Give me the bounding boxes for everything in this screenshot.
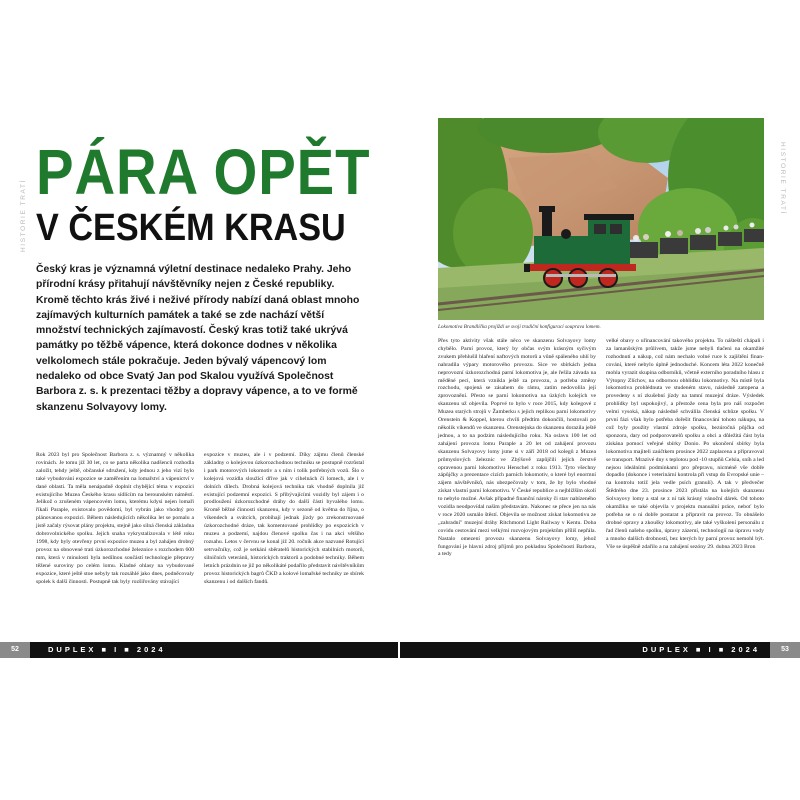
- headline-line-2: V ČESKÉM KRASU: [36, 207, 346, 249]
- section-label-right: HISTORIE TRATÍ: [779, 142, 786, 215]
- footer-bar-left: [0, 642, 398, 658]
- body-column-4: velké obavy o uřinancování takového projektu. To nášteští chápali i za lamanšským průlivem, takže jsme nebyli tlačeni na okamžité rozhodnutí a nákup, což nám nechalo volné ruce k zajištění financování, které nebylo úplně jednoduché. Koncem léta 2022 konečně mohla vyrazit skupina odborníků, včetně externího poradního hlasu z Výtopny Zlíchov, na odbornou obhlídku lokomotivy. Na místě byla lokomotiva prohlédnuta ve studeném stavu, následně zatopena a provedeny s ní zkušební jízdy na tamní muzejní dráze. Výsledek prohlídky byl uspokojivý, a přestože cena byla pro náš rozpočet velmi vysoká, nákup následně schválila členská schůze spolku. V první fázi však bylo potřeba dořešit financování tohoto nákupu, na což byly použity vlastní zdroje spolku, bezúročná půjčka od sponzora, dary od podporovatelů spolku a obci a důležitá část byla získána pomocí veřejné sbírky Donio. Po ukončení sbírky byla lokomotiva majiteli zaúčtkem prosince 2022 zaplacena a připravoval se transport. Mrazivé dny s teplotou pod -10 stupňů Celsia, sníh a led nejsou ideálními podmínkami pro přepravu, nicméně vše dobře dopadlo (dokonce i veterinární kontrola při vstup do Evropské unie – na kontrolu totiž jela vedle psích granulí). A tak v předvečer Štědrého dne 23. prosince 2023 přistála na kolejích skanzenu Solvayovy lomy a stal se z ní tak krásný vánoční dárek. Od tohoto okamžiku se také objevila v projektu manuální práce, neboť bylo potřeba se o ni dobře postarat a připravit na provoz. To obnášelo drobné opravy a zkoušky lokomotivy, ale také vyškolení personálu z řad členů našeho spolku, úpravy zázemí, technologií na úpravu vody a mnoho dalších drobností, bez kterých by parní provoz nemohl být. Vše se úspěšně zdařilo a na zahájení sezóny 29. dubna 2023 Bron: [606, 338, 764, 550]
- locomotive-photo: [438, 118, 764, 320]
- page-number-right: 53: [770, 642, 800, 658]
- photo-caption: Lokomotiva Brandlička projíždí se svojí tradiční konfigurací souprava lomem.: [438, 324, 601, 330]
- body-column-1: Rok 2023 byl pro Společnost Barbora z. s. významný v několika rovinách. Je tomu již 30 let, co se parta několika nadšenců rozhodla založit, tehdy ještě, občanské sdružení, kdy jednou z jeho vizí bylo také vybudování expozice se zaměřením na lomařství a vápenictví v dané oblasti. Ta měla nenápadně doplnit chybějící téma v expozici existujícího Muzea Českého krasu sídlícím na berounském náměstí. Jelikož o zrušeném vápencovém lomu, kterému kdysi nejen lomaři říkali Paraple, existovalo povědomí, byl vybrán jako vhodný pro plánovanou expozici. Během následujících několika let se pomalu a jistě začaly rýsovat plány projektu, stejně jako silná členská základna dobrovolnického spolku. Jejich snaha vykrystalizovala v létě roku 1998, kdy byly otevřeny první expozice muzea a byl zahájen drobný provoz na obnovené trati úzkorozchodné železnice s rozchodem 600 mm, která v minulosti byla nedílnou součástí technologie přepravy těžené suroviny po celém lomu. Kladné ohlasy na vybudované expozice, které ještě stoe nebyly tak rozsáhlé jako dnes, podněcovaly spolek k další činnosti. Postupně tak byly rozšiřovány stávající: [36, 452, 194, 585]
- footer-bar-right: [400, 642, 800, 658]
- body-column-3: Přes tyto aktivity však stále něco ve skanzenu Solvayovy lomy chybělo. Parní provoz, který by občas svým krásným syčivým zvukem přehlušil hlaření naftových motorů a vůně spáleného uhlí by nahradila výpary motorového provozu. Sice ve sbírkách jedna neprovozní úzkorozchodná parní lokomotiva je, ale řešila závada na měděné peci, která vznikla ještě za provozu, a potřeba změny rozchodu, spojená se zásahem do rámu, zatím nedovolila její zprovoznění. Přesto se parní lokomotiva na úzkých kolejích ve skanzenu už objevila. Poprvé to bylo v roce 2015, kdy kolegové z Muzea starých strojů v Žamberku s jejich replikou parní lokomotivy Orenstein & Koppel, kterou chvíli předtím dokončili, hostovali po několik víkendů ve skanzenu. Orenstejnka do skanzenu dorazila ještě jednou, a to na podzim následujícího roku. Na oslavu 100 let od zahájení provozu lomu Paraple a 20 let od zahájení provozu skanzenu Solvayovy lomy jsme si v září 2018 od kolegů z Muzea průmyslových železnic ve Zbýšově zapůjčili jejich čerstvě opravenou parní lokomotivu Henschel z roku 1913. Tyto všechny zápůjčky a prezentace cizích parních lokomotiv, o které byl enormní zájem návštěvníků, nás ubezpečovaly v tom, že by bylo vhodné získat vlastní parní lokomotivu. V České republice a nejbližším okolí to nebylo možné. Avšak připadné finanční nároky či stav nabízeného vozidla neodpovídal našim představám. Nakonec se přece jen na nás v roce 2020 usmálo štěstí. Objevila se možnost získat lokomotivu ze „zahradní" muzejní dráhy Ritchmond Light Railway v Kentu. Doba covidu cestování mezi velkými rozvojovým projektům příliš nepřála. Nastalo omezení provozu skanzenu Solvayovy lomy, jehož fungování je hlavní zdroj příjmů pro pokladnu Společnosti Barbora, a tedy: [438, 338, 596, 558]
- body-column-2: expozice v muzeu, ale i v podzemí. Díky zájmu členů členské základny o kolejovou úzkorozchodnou techniku se postupně rozrůstal i park motorových lokomotiv a s ním i tolik potřebných vozů. Šlo o kolejová vozidla sloužící dříve jak v cihelnách či lomech, ale i v dolních dílech. Drobná kolejová technika tak vhodně doplnila již existující podzemní expozici. S přibývajícími vozidly byl zájem i o prodloužení úzkorozchodné dráhy do další části byvalého lomu. Kromě běžné činnosti skanzenu, kdy v sezoně od května do října, o víkendech a svátcích, probíhají jednak jízdy po zrekonstruované úzkorozchodné dráze, tak komentované prohlídky po expozicích v muzeu a podzemí, najdou členové spolku čas i na akci většího rozsahu. Letos v červnu se konal již 20. ročník akce nazvané Rotující setrvačníky, což je setkání sběratelů historických stabilních motorů, silničních veteránů, historických traktorů a podobné techniky. Během letních prázdnin se již po několikáté podařilo představit návštěvníkům provoz historických bagrů ČKD a kolové lomařské techniky ze sbírek skanzenu i od dalších fandů.: [204, 452, 364, 585]
- magazine-name-right: DUPLEX ■ I ■ 2024: [642, 645, 760, 654]
- left-page: [0, 112, 400, 672]
- right-page: [400, 112, 800, 672]
- magazine-name-left: DUPLEX ■ I ■ 2024: [48, 645, 166, 654]
- headline-line-1: PÁRA OPĚT: [36, 136, 371, 208]
- page-number-left: 52: [0, 642, 30, 658]
- locomotive-photo-illustration: [438, 118, 764, 320]
- section-label-left: HISTORIE TRATÍ: [20, 179, 27, 252]
- lead-paragraph: Český kras je významná výletní destinace nedaleko Prahy. Jeho přírodní krásy přitahují návštěvníky nejen z České republiky. Kromě těchto krás živé i neživé přírody nabízí daná oblast mnoho zajímavých kulturních památek a také se zde nachází větší množství technických zajímavostí. Český kras totiž také ukrývá památky po těžbě vápence, která dokonce dodnes v několika velkolomech stále pokračuje. Jeden bývalý vápencový lom nedaleko od obce Svatý Jan pod Skalou využívá Společnost Barbora z. s. k prezentaci těžby a dopravy vápence, a to ve formě skanzenu Solvayovy lomy.: [36, 264, 360, 413]
- magazine-spread: [0, 112, 800, 672]
